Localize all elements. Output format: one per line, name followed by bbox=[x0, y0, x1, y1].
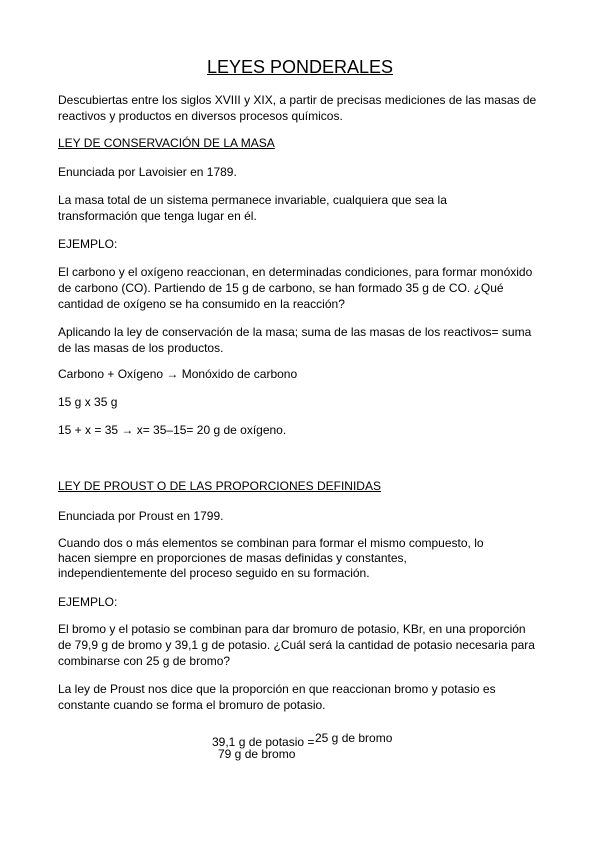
section2-explanation-line-1: La ley de Proust nos dice que la proporción en que reaccionan bromo y potasio es bbox=[58, 682, 496, 696]
page-title: LEYES PONDERALES bbox=[206, 57, 394, 77]
section1-statement-line-2: transformación que tenga lugar en él. bbox=[58, 209, 257, 223]
section2-example-line-2: de 79,9 g de bromo y 39,1 g de potasio. ¿Cuál será la cantidad de potasio necesaria para bbox=[58, 638, 535, 652]
intro-line-2: reactivos y productos en diversos procesos químicos. bbox=[58, 109, 343, 123]
fraction-denominator: 79 g de bromo bbox=[218, 747, 296, 761]
section1-enunciated: Enunciada por Lavoisier en 1789. bbox=[58, 165, 237, 179]
intro-line-1: Descubiertas entre los siglos XVIII y XIX, a partir de precisas mediciones de las masas de bbox=[58, 93, 537, 107]
section1-applying-line-1: Aplicando la ley de conservación de la masa; suma de las masas de los reactivos= suma bbox=[58, 325, 532, 339]
section-heading-conservation: LEY DE CONSERVACIÓN DE LA MASA bbox=[58, 136, 275, 150]
section2-enunciated: Enunciada por Proust en 1799. bbox=[58, 509, 224, 523]
section1-solution: 15 + x = 35 → x= 35–15= 20 g de oxígeno. bbox=[58, 423, 287, 437]
section1-example-line-3: cantidad de oxígeno se ha consumido en la reacción? bbox=[58, 297, 345, 311]
section1-example-line-2: de carbono (CO). Partiendo de 15 g de carbono, se han formado 35 g de CO. ¿Qué bbox=[58, 281, 504, 295]
section2-statement-line-2: hacen siempre en proporciones de masas definidas y constantes, bbox=[58, 551, 407, 565]
section2-example-label: EJEMPLO: bbox=[58, 595, 118, 609]
fraction-numerator: 39,1 g de potasio = bbox=[212, 735, 315, 749]
fraction-right-term: 25 g de bromo bbox=[315, 731, 393, 745]
section1-equation-words: Carbono + Oxígeno → Monóxido de carbono bbox=[58, 367, 298, 381]
section2-example-line-3: combinarse con 25 g de bromo? bbox=[58, 654, 231, 668]
section1-equation-masses: 15 g x 35 g bbox=[58, 395, 118, 409]
section2-statement-line-1: Cuando dos o más elementos se combinan para formar el mismo compuesto, lo bbox=[58, 536, 484, 550]
section1-example-line-1: El carbono y el oxígeno reaccionan, en determinadas condiciones, para formar monóxido bbox=[58, 265, 533, 279]
section-heading-proust: LEY DE PROUST O DE LAS PROPORCIONES DEFINIDAS bbox=[58, 479, 381, 493]
section2-explanation-line-2: constante cuando se forma el bromuro de potasio. bbox=[58, 698, 326, 712]
section1-statement-line-1: La masa total de un sistema permanece invariable, cualquiera que sea la bbox=[58, 193, 447, 207]
section2-statement-line-3: independientemente del proceso seguido en su formación. bbox=[58, 566, 370, 580]
section1-applying-line-2: de las masas de los productos. bbox=[58, 341, 224, 355]
section1-example-label: EJEMPLO: bbox=[58, 237, 118, 251]
section2-example-line-1: El bromo y el potasio se combinan para dar bromuro de potasio, KBr, en una proporción bbox=[58, 622, 526, 636]
